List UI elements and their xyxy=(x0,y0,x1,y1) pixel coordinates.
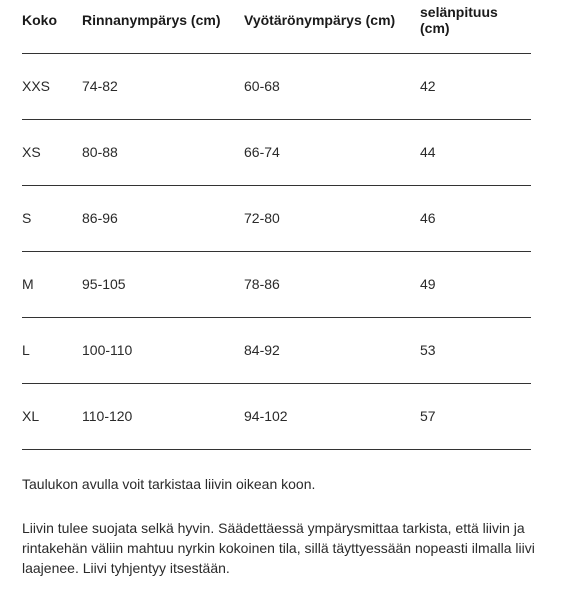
chest-cell: 74-82 xyxy=(82,53,244,119)
table-row xyxy=(22,383,531,449)
chest-cell: 80-88 xyxy=(82,119,244,185)
chest-cell: 86-96 xyxy=(82,185,244,251)
table-row xyxy=(22,251,531,317)
table-row xyxy=(22,53,531,119)
size-cell: XS xyxy=(22,119,82,185)
table-row xyxy=(22,317,531,383)
back-length-cell: 42 xyxy=(420,53,531,119)
waist-cell: 60-68 xyxy=(244,53,420,119)
waist-cell: 78-86 xyxy=(244,251,420,317)
size-chart-table xyxy=(22,0,531,450)
intro-text: Taulukon avulla voit tarkistaa liivin oikean koon. xyxy=(22,476,316,492)
chest-cell: 100-110 xyxy=(82,317,244,383)
back-length-cell: 44 xyxy=(420,119,531,185)
table-row xyxy=(22,119,531,185)
chest-cell: 110-120 xyxy=(82,383,244,449)
header-waist-circumference: Vyötärönympärys (cm) xyxy=(244,0,420,53)
back-length-cell: 57 xyxy=(420,383,531,449)
back-length-cell: 49 xyxy=(420,251,531,317)
size-cell: XXS xyxy=(22,53,82,119)
waist-cell: 72-80 xyxy=(244,185,420,251)
size-cell: XL xyxy=(22,383,82,449)
size-guide-notes xyxy=(22,474,542,578)
header-chest-circumference: Rinnanympärys (cm) xyxy=(82,0,244,53)
waist-cell: 84-92 xyxy=(244,317,420,383)
waist-cell: 94-102 xyxy=(244,383,420,449)
back-length-cell: 46 xyxy=(420,185,531,251)
waist-cell: 66-74 xyxy=(244,119,420,185)
size-cell: L xyxy=(22,317,82,383)
header-back-length: selänpituus (cm) xyxy=(420,0,531,53)
size-cell: S xyxy=(22,185,82,251)
header-size: Koko xyxy=(22,0,82,53)
table-row xyxy=(22,185,531,251)
chest-cell: 95-105 xyxy=(82,251,244,317)
size-cell: M xyxy=(22,251,82,317)
fitting-instructions-text: Liivin tulee suojata selkä hyvin. Säädettäessä ympärysmittaa tarkista, että liivin ja rintakehän väliin mahtuu nyrkin kokoinen tila, sillä täyttyessään nopeasti ilmalla liivi laajenee. Liivi tyhjentyy itsestään. xyxy=(22,520,535,576)
back-length-cell: 53 xyxy=(420,317,531,383)
table-header-row xyxy=(22,0,531,53)
